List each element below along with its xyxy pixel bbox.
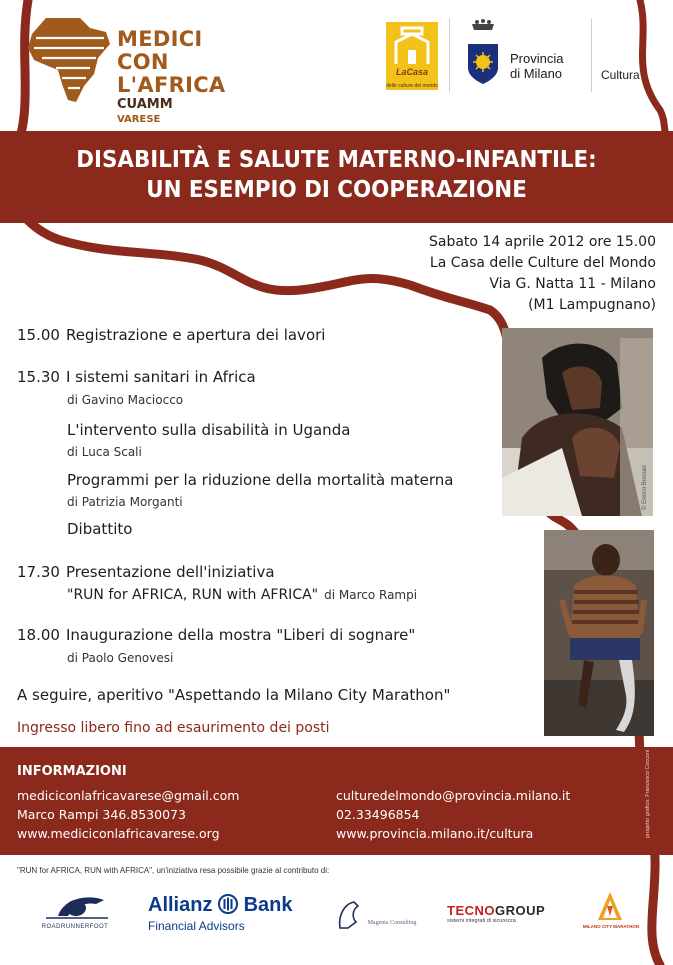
program-speaker: di Marco Rampi: [324, 588, 418, 602]
email-link[interactable]: mediciconlafricavarese@gmail.com: [17, 788, 240, 803]
horse-head-icon: [334, 898, 432, 932]
event-address: Via G. Natta 11 - Milano: [489, 276, 656, 292]
allianz-subtitle: Financial Advisors: [148, 919, 245, 933]
aperitivo-note: A seguire, aperitivo "Aspettando la Milano City Marathon": [17, 686, 451, 704]
provincia-logo: [458, 18, 588, 92]
design-credit: progetto grafico: Francesco Cocconi: [645, 749, 651, 838]
free-entry-note: Ingresso libero fino ad esaurimento dei posti: [17, 720, 330, 736]
program-time: 18.00: [17, 626, 60, 644]
lacasa-name: LaCasa: [395, 67, 429, 77]
program-title: Registrazione e apertura dei lavori: [65, 326, 326, 344]
sponsor-note: "RUN for AFRICA, RUN with AFRICA", un'iniziativa resa possibile grazie al contributo di:: [17, 866, 330, 875]
africa-map-icon: [24, 14, 116, 106]
program-time: 15.30: [17, 368, 60, 386]
provincia-line2: di Milano: [510, 66, 563, 81]
title-line2: UN ESEMPIO DI COOPERAZIONE: [146, 177, 527, 203]
info-contacts-cuamm: [17, 786, 239, 843]
header-divider: [591, 18, 592, 92]
roadrunner-logo: [28, 888, 123, 932]
program-time: 15.00: [17, 326, 60, 344]
header-divider: [449, 18, 450, 92]
website-link[interactable]: www.provincia.milano.it/cultura: [336, 826, 534, 841]
provincia-line1: Provincia: [510, 51, 564, 66]
tecno-part2: GROUP: [495, 903, 546, 918]
program-title: Inaugurazione della mostra "Liberi di sognare": [65, 626, 416, 644]
photo-runner-image: [544, 530, 654, 736]
page-title: [24, 145, 650, 205]
marathon-name: MILANO CITY MARATHON: [582, 924, 640, 929]
allianz-logo: [148, 894, 313, 938]
lacasa-logo: [386, 22, 438, 90]
title-line1: DISABILITÀ E SALUTE MATERNO-INFANTILE:: [76, 147, 597, 173]
photo-mother-child-image: [502, 328, 653, 516]
tecno-subtitle: sistemi integrati di sicurezza: [447, 918, 516, 924]
program-time: 17.30: [17, 563, 60, 581]
info-contacts-provincia: [336, 786, 570, 843]
roadrunner-name: ROADRUNNERFOOT: [41, 924, 109, 930]
allianz-name: Allianz: [148, 894, 213, 916]
email-link[interactable]: culturedelmondo@provincia.milano.it: [336, 788, 571, 803]
program-item: [17, 368, 256, 386]
program-item: [17, 563, 275, 581]
cuamm-name-line1: MEDICI: [117, 27, 203, 51]
event-metro: (M1 Lampugnano): [528, 297, 656, 313]
program-subtitle: "RUN for AFRICA, RUN with AFRICA": [67, 587, 319, 603]
allianz-bank: Bank: [243, 894, 293, 916]
cuamm-city: VARESE: [117, 114, 161, 125]
tecno-part1: TECNO: [447, 903, 495, 918]
website-link[interactable]: www.mediciconlafricavarese.org: [17, 826, 220, 841]
milano-marathon-logo: [582, 890, 640, 936]
tecnogroup-logo: [447, 903, 571, 933]
photo-credit: © Enrico Bossan: [642, 465, 648, 510]
cuamm-acronym: CUAMM: [117, 97, 173, 112]
cuamm-logo: [24, 14, 274, 125]
program-title: L'intervento sulla disabilità in Uganda: [67, 421, 351, 439]
phone-text: 02.33496854: [336, 807, 420, 822]
photo-mother-child: [502, 328, 653, 516]
roadrunner-icon: [28, 888, 123, 932]
photo-runner: [544, 530, 654, 736]
program-title: I sistemi sanitari in Africa: [65, 368, 256, 386]
info-title: INFORMAZIONI: [17, 764, 127, 779]
program-speaker: di Patrizia Morganti: [67, 495, 183, 509]
event-details: [429, 232, 656, 316]
program-title: Programmi per la riduzione della mortalità materna: [67, 471, 454, 489]
horse-logo: [334, 898, 432, 932]
program-subtitle-row: [67, 587, 417, 603]
event-venue: La Casa delle Culture del Mondo: [429, 255, 656, 271]
program-speaker: di Luca Scali: [67, 445, 142, 459]
horse-logo-name: Magenta Consulting: [367, 920, 417, 926]
event-date: Sabato 14 aprile 2012 ore 15.00: [428, 234, 656, 250]
program-title: Dibattito: [67, 520, 133, 538]
crest-icon: [466, 18, 500, 92]
program-title: Presentazione dell'iniziativa: [65, 563, 275, 581]
program-speaker: di Gavino Maciocco: [67, 393, 184, 407]
program-item: [17, 326, 325, 344]
program-speaker: di Paolo Genovesi: [67, 651, 174, 665]
allianz-eagle-icon: [218, 894, 238, 914]
marathon-flame-icon: [582, 890, 640, 936]
cuamm-name-line2: CON L'AFRICA: [117, 50, 226, 97]
house-icon: [386, 24, 438, 70]
program-item: [17, 626, 415, 644]
lacasa-subtitle: delle culture del mondo: [386, 83, 438, 89]
cultura-label: Cultura: [601, 68, 640, 82]
phone-text: Marco Rampi 346.8530073: [17, 807, 186, 822]
